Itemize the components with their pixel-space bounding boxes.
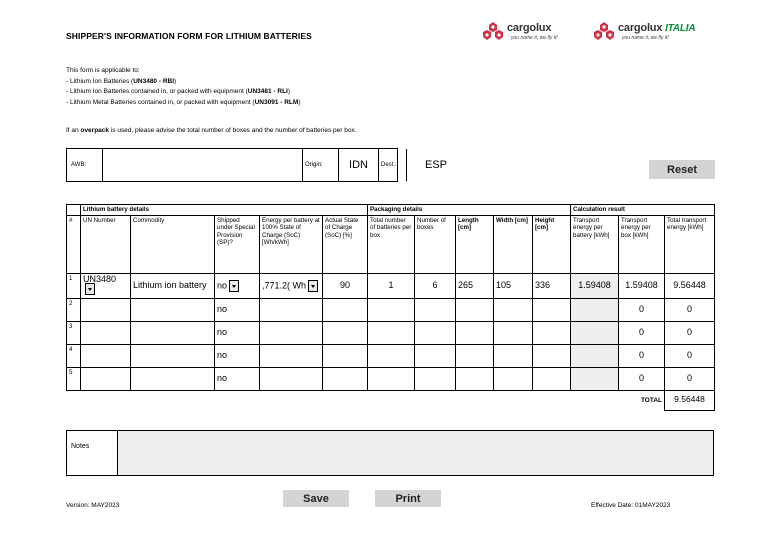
boxes-input[interactable]: [415, 367, 456, 390]
un-number-select[interactable]: [81, 273, 131, 298]
te-box-value: 0: [619, 367, 665, 390]
total-te-value: 0: [665, 344, 715, 367]
header-te-box: Transport energy per box [kWh]: [619, 215, 665, 273]
header-special-provision: Shipped under Special Provision (SP)?: [215, 215, 260, 273]
special-provision-select-value: no: [217, 303, 228, 314]
header-num: #: [67, 215, 81, 273]
special-provision-select-value: no: [217, 349, 228, 360]
logo-brand: cargolux: [618, 22, 663, 34]
boxes-input[interactable]: 6: [415, 273, 456, 298]
soc-input[interactable]: 90: [323, 273, 368, 298]
soc-input[interactable]: [323, 344, 368, 367]
row-number: 2: [67, 298, 81, 321]
width-input[interactable]: [494, 367, 533, 390]
table-row: [67, 321, 715, 344]
te-box-value: 0: [619, 321, 665, 344]
applicable-intro: This form is applicable to:: [66, 67, 140, 74]
height-input[interactable]: [533, 321, 571, 344]
row-number: 3: [67, 321, 81, 344]
row-number: 1: [67, 273, 81, 298]
special-provision-select-value: no: [217, 279, 228, 290]
battery-table: [66, 204, 715, 411]
un-number-select-value: UN3480: [83, 273, 117, 284]
soc-input[interactable]: [323, 367, 368, 390]
header-height: Height [cm]: [533, 215, 571, 273]
soc-input[interactable]: [323, 321, 368, 344]
height-input[interactable]: [533, 298, 571, 321]
header-te-battery: Transport energy per battery [kWh]: [571, 215, 619, 273]
height-input[interactable]: [533, 344, 571, 367]
header-boxes: Number of boxes: [415, 215, 456, 273]
special-provision-select[interactable]: [215, 321, 260, 344]
header-commodity: Commodity: [131, 215, 215, 273]
un-number-select[interactable]: [81, 344, 131, 367]
width-input[interactable]: 105: [494, 273, 533, 298]
table-row: [67, 298, 715, 321]
length-input[interactable]: [456, 367, 494, 390]
commodity-input[interactable]: [131, 344, 215, 367]
effective-date-text: Effective Date: 01MAY2023: [591, 502, 671, 509]
width-input[interactable]: [494, 344, 533, 367]
un-number-select[interactable]: [81, 321, 131, 344]
table-row: [67, 344, 715, 367]
cargolux-italia-logo-mark-icon: [593, 22, 615, 40]
commodity-input[interactable]: [131, 321, 215, 344]
un-number-select[interactable]: [81, 367, 131, 390]
height-input[interactable]: [533, 367, 571, 390]
energy-input[interactable]: [260, 321, 323, 344]
dest-input[interactable]: ESP: [424, 159, 447, 171]
applicable-item: - Lithium Ion Batteries contained in, or packed with equipment (UN3481 - RLI): [66, 88, 291, 95]
section-calculation-result: Calculation result: [571, 205, 715, 216]
logo-tagline: you name it, we fly it!: [622, 35, 669, 41]
dropdown-arrow-icon[interactable]: [308, 280, 318, 292]
section-battery-details: Lithium battery details: [81, 205, 368, 216]
dropdown-arrow-icon[interactable]: [85, 283, 95, 295]
total-label: TOTAL: [640, 396, 662, 404]
origin-label: Origin:: [303, 149, 339, 181]
dropdown-arrow-icon[interactable]: [229, 280, 239, 292]
special-provision-select-value: no: [217, 372, 228, 383]
print-button[interactable]: Print: [375, 490, 441, 507]
header-batteries-per-box: Total number of batteries per box: [368, 215, 415, 273]
energy-input-value: ,771.2( Wh: [262, 279, 307, 290]
version-text: Version: MAY2023: [66, 502, 120, 509]
total-te-value: 0: [665, 321, 715, 344]
applicable-item: - Lithium Metal Batteries contained in, or packed with equipment (UN3091 - RLM): [66, 98, 301, 106]
te-box-value: 1.59408: [619, 273, 665, 298]
te-box-value: 0: [619, 344, 665, 367]
reset-button[interactable]: Reset: [649, 160, 715, 179]
total-te-value: 0: [665, 298, 715, 321]
special-provision-select[interactable]: [215, 367, 260, 390]
overpack-note: If an overpack is used, please advise the total number of boxes and the number of batteries per box.: [66, 127, 357, 134]
energy-input[interactable]: [260, 367, 323, 390]
boxes-input[interactable]: [415, 344, 456, 367]
te-battery-value: [571, 321, 619, 344]
header-un-number: UN Number: [81, 215, 131, 273]
table-row: [67, 273, 715, 298]
shipment-header-box: [66, 148, 447, 182]
total-te-value: 0: [665, 367, 715, 390]
dest-label: Dest.:: [379, 149, 407, 181]
notes-box: [66, 430, 714, 476]
height-input[interactable]: 336: [533, 273, 571, 298]
header-width: Width [cm]: [494, 215, 533, 273]
length-input[interactable]: [456, 344, 494, 367]
length-input[interactable]: [456, 298, 494, 321]
energy-input[interactable]: [260, 273, 323, 298]
batteries-per-box-input[interactable]: 1: [368, 273, 415, 298]
energy-input[interactable]: [260, 298, 323, 321]
energy-input[interactable]: [260, 344, 323, 367]
te-battery-value: [571, 298, 619, 321]
length-input[interactable]: 265: [456, 273, 494, 298]
soc-input[interactable]: [323, 298, 368, 321]
logo-brand: cargolux: [507, 22, 552, 34]
notes-label: Notes: [67, 431, 118, 475]
save-button[interactable]: Save: [283, 490, 349, 507]
cargolux-logo-mark-icon: [482, 22, 504, 40]
te-battery-value: 1.59408: [571, 273, 619, 298]
row-number: 5: [67, 367, 81, 390]
form-title: SHIPPER'S INFORMATION FORM FOR LITHIUM BATTERIES: [66, 31, 312, 41]
batteries-per-box-input[interactable]: [368, 367, 415, 390]
commodity-input[interactable]: Lithium ion battery: [131, 273, 215, 298]
grand-total-value: 9.56448: [665, 390, 715, 410]
total-te-value: 9.56448: [665, 273, 715, 298]
batteries-per-box-input[interactable]: [368, 298, 415, 321]
special-provision-select-value: no: [217, 326, 228, 337]
boxes-input[interactable]: [415, 321, 456, 344]
te-battery-value: [571, 344, 619, 367]
te-box-value: 0: [619, 298, 665, 321]
batteries-per-box-input[interactable]: [368, 344, 415, 367]
header-energy: Energy per battery at 100% State of Charge (SoC) [Wh/kWh]: [260, 215, 323, 273]
special-provision-select[interactable]: [215, 298, 260, 321]
un-number-select[interactable]: [81, 298, 131, 321]
header-length: Length [cm]: [456, 215, 494, 273]
applicable-item: - Lithium Ion Batteries (UN3480 - RBI): [66, 77, 177, 85]
commodity-input[interactable]: [131, 367, 215, 390]
te-battery-value: [571, 367, 619, 390]
length-input[interactable]: [456, 321, 494, 344]
logo-brand-suffix: ITALIA: [665, 23, 696, 34]
section-packaging-details: Packaging details: [368, 205, 571, 216]
special-provision-select[interactable]: [215, 273, 260, 298]
width-input[interactable]: [494, 321, 533, 344]
table-row: [67, 367, 715, 390]
header-soc: Actual State of Charge (SoC) [%]: [323, 215, 368, 273]
commodity-input[interactable]: [131, 298, 215, 321]
header-total-te: Total transport energy [kWh]: [665, 215, 715, 273]
cargolux-logo: [482, 22, 558, 41]
logo-tagline: you name it, we fly it!: [511, 35, 558, 41]
batteries-per-box-input[interactable]: [368, 321, 415, 344]
boxes-input[interactable]: [415, 298, 456, 321]
cargolux-italia-logo: [593, 22, 695, 41]
row-number: 4: [67, 344, 81, 367]
special-provision-select[interactable]: [215, 344, 260, 367]
awb-input[interactable]: [103, 149, 303, 181]
notes-input[interactable]: [118, 431, 713, 475]
awb-label: AWB:: [67, 149, 103, 181]
origin-input[interactable]: IDN: [339, 149, 379, 181]
width-input[interactable]: [494, 298, 533, 321]
applicability-text: [66, 66, 301, 108]
